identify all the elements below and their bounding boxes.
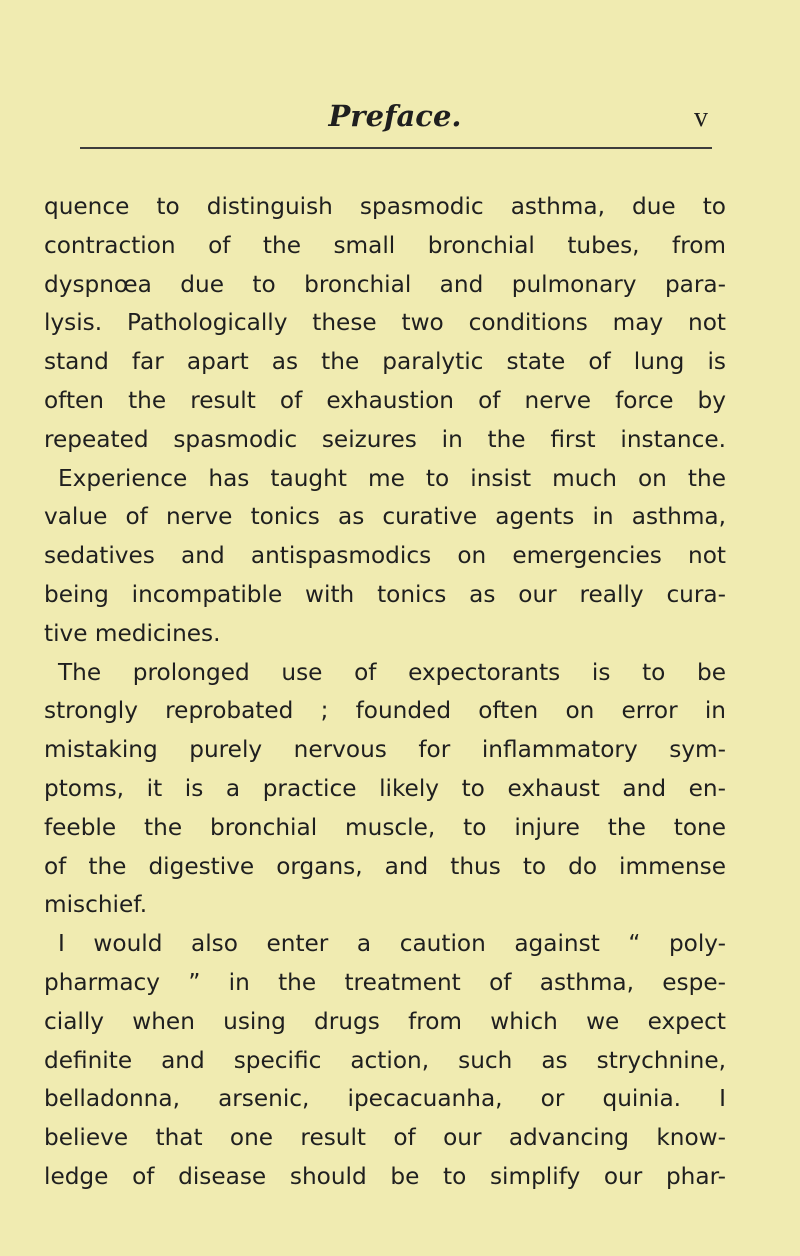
- text-line: contraction of the small bronchial tubes, from: [44, 231, 726, 259]
- text-line: mistaking purely nervous for inflammatory sym-: [44, 736, 726, 764]
- text-line: Experience has taught me to insist much on the: [58, 464, 726, 492]
- text-line: being incompatible with tonics as our really cura-: [44, 580, 726, 608]
- text-line: ledge of disease should be to simplify our phar-: [44, 1162, 726, 1190]
- text-line: tive medicines.: [44, 619, 221, 647]
- body-text: [44, 188, 726, 1197]
- text-line: dyspnœa due to bronchial and pulmonary para-: [44, 270, 726, 298]
- text-line: often the result of exhaustion of nerve force by: [44, 386, 726, 414]
- text-line: of the digestive organs, and thus to do immense: [44, 852, 726, 880]
- text-line: repeated spasmodic seizures in the first instance.: [44, 425, 726, 453]
- header-rule: [80, 147, 712, 149]
- text-line: quence to distinguish spasmodic asthma, due to: [44, 193, 726, 220]
- text-line: strongly reprobated ; founded often on error in: [44, 697, 726, 725]
- text-line: stand far apart as the paralytic state of lung is: [44, 348, 726, 376]
- text-line: belladonna, arsenic, ipecacuanha, or quinia. I: [44, 1085, 726, 1113]
- text-line: lysis. Pathologically these two conditions may not: [44, 309, 726, 337]
- text-line: believe that one result of our advancing know-: [44, 1124, 726, 1152]
- text-line: I would also enter a caution against “ poly-: [58, 930, 726, 958]
- text-line: mischief.: [44, 891, 148, 919]
- page-number: v: [694, 102, 708, 133]
- text-line: The prolonged use of expectorants is to be: [58, 658, 726, 686]
- running-head: [82, 96, 708, 140]
- text-line: feeble the bronchial muscle, to injure the tone: [44, 813, 726, 841]
- text-line: cially when using drugs from which we expect: [44, 1007, 726, 1035]
- text-line: ptoms, it is a practice likely to exhaust and en-: [44, 774, 726, 802]
- text-line: pharmacy ” in the treatment of asthma, espe-: [44, 968, 726, 996]
- text-line: value of nerve tonics as curative agents in asthma,: [44, 503, 726, 531]
- running-title: Preface.: [328, 99, 462, 133]
- text-line: sedatives and antispasmodics on emergencies not: [44, 542, 726, 570]
- text-line: definite and specific action, such as strychnine,: [44, 1046, 726, 1074]
